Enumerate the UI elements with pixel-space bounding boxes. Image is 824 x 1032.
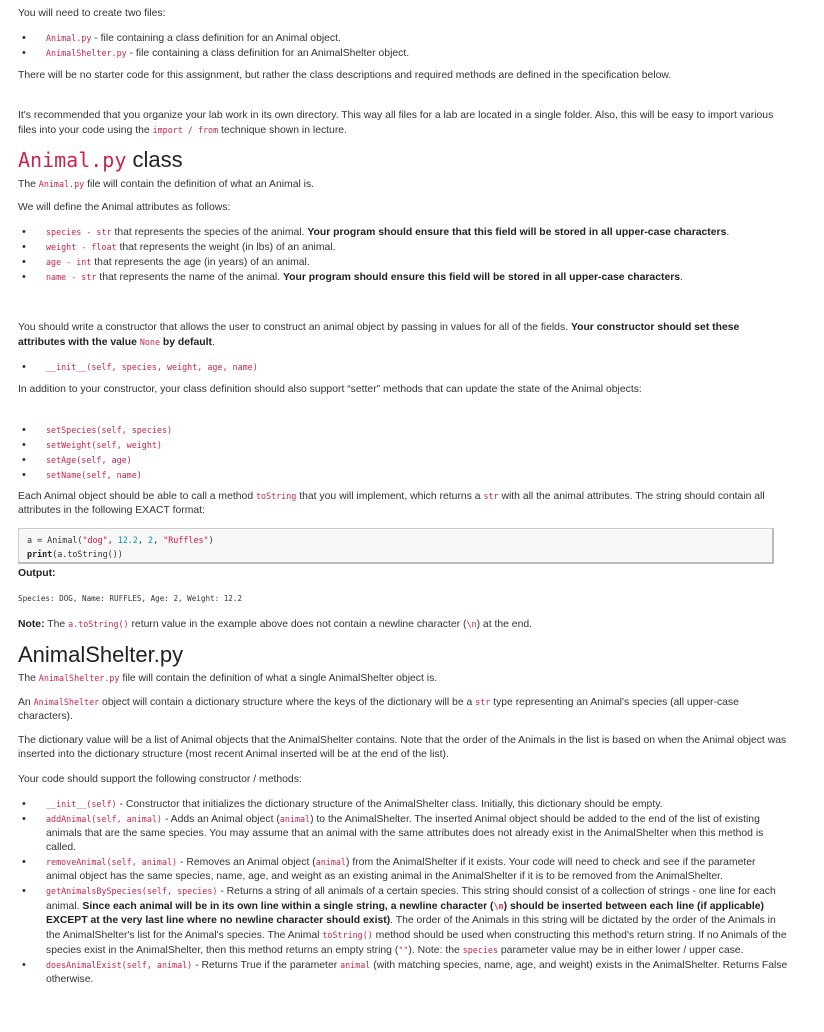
- dict-code2: str: [475, 697, 491, 707]
- init-item: [18, 360, 788, 375]
- code-token: a = Animal(: [27, 535, 83, 545]
- animal-def-code: Animal.py: [38, 179, 85, 189]
- setter-item: [18, 438, 788, 453]
- file-code: Animal.py: [46, 33, 92, 43]
- attr-item: [18, 255, 788, 270]
- tostring-text: [18, 489, 788, 518]
- note-a: The: [44, 619, 69, 630]
- init-sig: __init__(self, species, weight, age, name): [46, 362, 258, 372]
- code-token: 12.2: [117, 535, 138, 545]
- method-text: - Returns a string of all animals of a certain species. This string should consist of a collection of strings - one line for each animal.: [46, 886, 776, 912]
- method-code: toString(): [322, 930, 373, 940]
- file-desc: - file containing a class definition for an AnimalShelter object.: [126, 48, 410, 59]
- method-code: removeAnimal(self, animal): [46, 857, 178, 867]
- recommend-text: [18, 109, 788, 138]
- method-code: "": [398, 945, 409, 955]
- tostring-c: with all the animal attributes. The string should contain all attributes in the following EXACT format:: [18, 491, 765, 516]
- code-token: (a.toString()): [52, 549, 123, 559]
- code-token: ,: [153, 535, 164, 545]
- setter-item: [18, 423, 788, 438]
- output-text: Species: DOG, Name: RUFFLES, Age: 2, Weight: 12.2: [18, 594, 243, 603]
- method-code: doesAnimalExist(self, animal): [46, 960, 193, 970]
- method-text: ) to the AnimalShelter. The inserted Animal object should be added to the end of the list of existing animals that are the same species. You may assume that an animal with the same attributes does not already exist in the AnimalShelter when this method is called.: [46, 814, 764, 853]
- attr-intro: We will define the Animal attributes as follows:: [18, 202, 231, 213]
- method-item-get: [18, 884, 788, 958]
- code-token: ,: [107, 535, 118, 545]
- ctor-bold-a: Your constructor should set these attributes with the value: [18, 322, 740, 348]
- init-list: [18, 360, 788, 375]
- method-code: animal: [279, 814, 311, 824]
- tostring-code2: str: [483, 491, 499, 501]
- dict-code: AnimalShelter: [33, 697, 100, 707]
- dict-b: object will contain a dictionary structure where the keys of the dictionary will be a: [99, 697, 476, 708]
- method-code: __init__(self): [46, 799, 117, 809]
- animal-def: [18, 177, 788, 192]
- file-desc: - file containing a class definition for an Animal object.: [91, 33, 341, 44]
- attr-item: [18, 240, 788, 255]
- attr-code: name - str: [46, 272, 97, 282]
- output-label: [18, 567, 788, 581]
- method-code: \n: [493, 901, 504, 911]
- ctor-tail: .: [211, 337, 215, 348]
- setter-code: setSpecies(self, species): [46, 425, 173, 435]
- method-item-init: [18, 797, 788, 812]
- setters-list: [18, 423, 788, 483]
- attr-tail: .: [726, 227, 730, 238]
- method-text: ). Note: the: [408, 945, 463, 956]
- method-item-add: [18, 812, 788, 855]
- recommend-code: import / from: [152, 125, 219, 135]
- code-line-1: [27, 533, 772, 547]
- shelter-heading: AnimalShelter.py: [18, 642, 184, 667]
- dict-value-text: The dictionary value will be a list of Animal objects that the AnimalShelter contains. Note that the order of the Animals in the list is based on when the Animal object was inserted into the dictionary structure (most recent Animal inserted will be at the end of the list).: [18, 735, 787, 760]
- attr-text: that represents the species of the animal.: [111, 227, 308, 238]
- shelter-def-b: file will contain the definition of what a single AnimalShelter object is.: [119, 673, 438, 684]
- note-c: ) at the end.: [476, 619, 533, 630]
- dict-text: [18, 695, 788, 724]
- method-text: parameter value may be in either lower / upper case.: [498, 945, 744, 956]
- animal-def-a: The: [18, 179, 39, 190]
- attr-item: [18, 270, 788, 285]
- method-code: species: [462, 945, 498, 955]
- attr-text: that represents the age (in years) of an animal.: [91, 257, 310, 268]
- ctor-a: You should write a constructor that allows the user to construct an animal object by passing in values for all of the fields.: [18, 322, 571, 333]
- code-example-box: [18, 528, 774, 564]
- animal-heading-code: Animal.py: [18, 148, 127, 172]
- ctor-code: None: [139, 337, 160, 347]
- method-item-remove: [18, 855, 788, 884]
- note-text: [18, 617, 788, 632]
- setter-code: setAge(self, age): [46, 455, 132, 465]
- code-token: 2: [148, 535, 154, 545]
- attr-bold: Your program should ensure this field will be stored in all upper-case characters: [282, 272, 681, 283]
- animal-heading: [18, 148, 788, 172]
- method-text: . The order of the Animals in this string will be dictated by the order of the Animals in the AnimalShelter's list for the Animal's species. The Animal: [46, 915, 776, 941]
- method-code: animal: [315, 857, 346, 867]
- setter-intro: In addition to your constructor, your class definition should also support “setter” methods that can update the state of the Animal objects:: [18, 384, 642, 395]
- ctor-text: [18, 321, 788, 350]
- method-code: getAnimalsBySpecies(self, species): [46, 886, 218, 896]
- attr-code: weight - float: [46, 242, 117, 252]
- shelter-def-code: AnimalShelter.py: [38, 673, 120, 683]
- tostring-code: toString: [255, 491, 297, 501]
- code-token: print: [27, 549, 53, 559]
- method-text: - Constructor that initializes the dictionary structure of the AnimalShelter class. Initially, this dictionary should be empty.: [116, 799, 663, 810]
- file-item-shelter: [18, 46, 788, 61]
- shelter-def-a: The: [18, 673, 39, 684]
- output-label-text: Output:: [18, 568, 56, 579]
- method-text: ) from the AnimalShelter if it exists. Your code will need to check and see if the parameter animal object has the same species, name, age, and weight as an existing animal in the AnimalShelter if it is to be removed from the AnimalShelter.: [46, 857, 756, 882]
- attr-text: that represents the name of the animal.: [96, 272, 283, 283]
- recommend-b: technique shown in lecture.: [218, 125, 347, 136]
- note-code: a.toString(): [68, 619, 129, 629]
- note-b: return value in the example above does not contain a newline character (: [128, 619, 467, 630]
- no-starter-text: There will be no starter code for this assignment, but rather the class descriptions and required methods are defined in the specification below.: [18, 70, 672, 81]
- attrs-list: [18, 225, 788, 285]
- tostring-b: that you will implement, which returns a: [296, 491, 484, 502]
- method-text: (with matching species, name, age, and weight) exists in the AnimalShelter. Returns False otherwise.: [46, 960, 788, 985]
- attr-code: species - str: [46, 227, 112, 237]
- ctor-bold-b: by default: [160, 337, 212, 348]
- intro-text: You will need to create two files:: [18, 8, 166, 19]
- method-code: animal: [340, 960, 371, 970]
- setter-code: setWeight(self, weight): [46, 440, 162, 450]
- code-line-2: [27, 547, 772, 561]
- setter-item: [18, 453, 788, 468]
- shelter-def: [18, 671, 788, 686]
- attr-item: [18, 225, 788, 240]
- files-list: [18, 31, 788, 61]
- method-text: method should be used when constructing this method's return string. If no Animals of the species exist in the AnimalShelter, then this method returns an empty string (: [46, 930, 787, 956]
- animal-def-b: file will contain the definition of what an Animal is.: [84, 179, 315, 190]
- methods-intro: Your code should support the following constructor / methods:: [18, 774, 302, 785]
- method-code: addAnimal(self, animal): [46, 814, 162, 824]
- method-bold: ) should be inserted between each line (if applicable) EXCEPT at the very last line where no newline character should exist): [46, 901, 765, 926]
- code-token: "dog": [82, 535, 108, 545]
- setter-code: setName(self, name): [46, 470, 142, 480]
- setter-item: [18, 468, 788, 483]
- attr-code: age - int: [46, 257, 92, 267]
- note-code2: \n: [466, 619, 477, 629]
- recommend-a: It's recommended that you organize your lab work in its own directory. This way all files for a lab are located in a single folder. Also, this will be easy to import various files into your code using the: [18, 110, 774, 136]
- attr-tail: .: [680, 272, 683, 283]
- attr-text: that represents the weight (in lbs) of an animal.: [116, 242, 336, 253]
- code-token: ): [208, 535, 214, 545]
- dict-a: An: [18, 697, 34, 708]
- note-label: Note:: [18, 619, 45, 630]
- tostring-a: Each Animal object should be able to call a method: [18, 491, 256, 502]
- method-bold: Since each animal will be in its own line within a single string, a newline character (: [82, 901, 494, 912]
- method-text: - Adds an Animal object (: [161, 814, 280, 825]
- file-code: AnimalShelter.py: [46, 48, 127, 58]
- method-text: - Returns True if the parameter: [192, 960, 341, 971]
- methods-list: [18, 797, 788, 987]
- code-token: "Ruffles": [163, 535, 209, 545]
- code-token: ,: [137, 535, 149, 545]
- method-text: - Removes an Animal object (: [177, 857, 316, 868]
- method-item-exists: [18, 958, 788, 987]
- dict-c: type representing an Animal's species (all upper-case characters).: [18, 697, 739, 722]
- animal-heading-word: class: [126, 147, 183, 172]
- file-item-animal: [18, 31, 788, 46]
- attr-bold: Your program should ensure that this field will be stored in all upper-case characters: [307, 227, 727, 238]
